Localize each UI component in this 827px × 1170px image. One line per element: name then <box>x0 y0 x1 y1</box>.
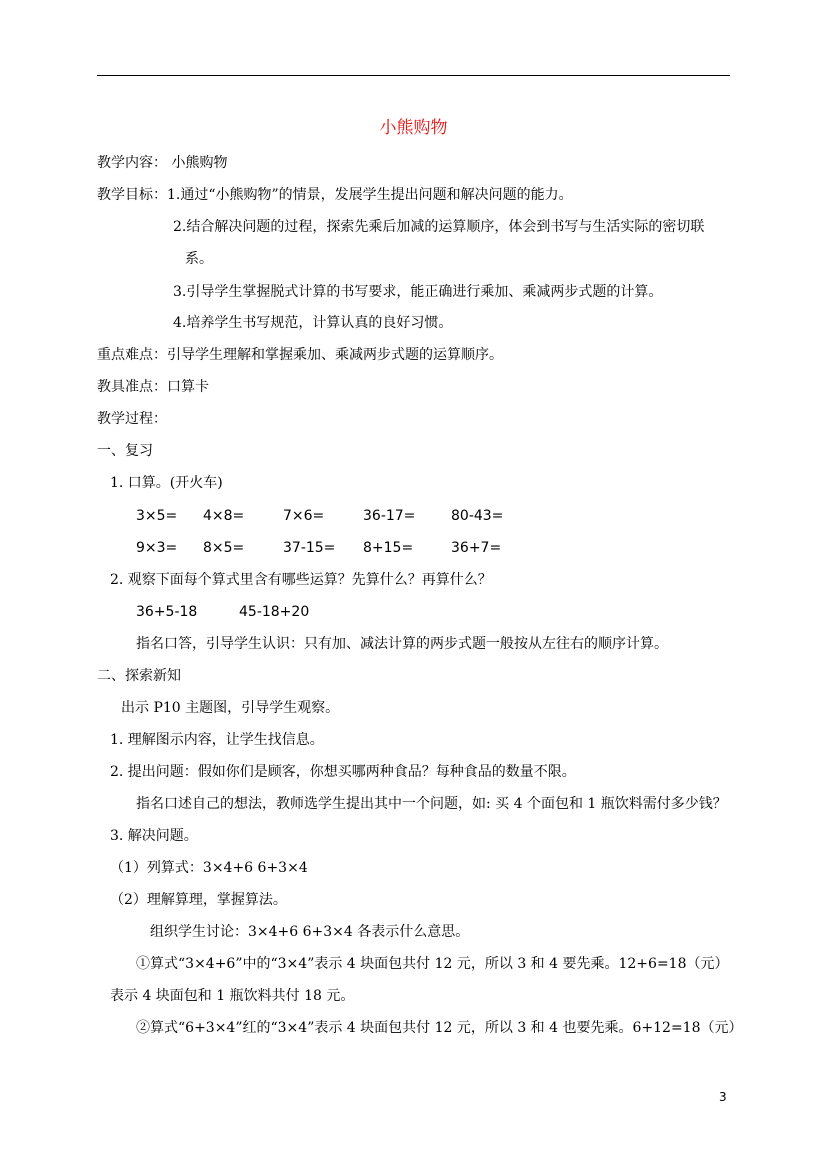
page-number: 3 <box>719 1090 727 1104</box>
oral-calc: 8×5= <box>203 540 245 556</box>
observe-expression: 36+5-18 <box>136 604 198 620</box>
oral-calc: 9×3= <box>136 540 178 556</box>
page-title: 小熊购物 <box>379 118 448 138</box>
teaching-goal-2: 2.结合解决问题的过程，探索先乘后加减的运算顺序，体会到书写与生活实际的密切联 <box>173 219 705 235</box>
section-explore-heading: 二、探索新知 <box>97 668 181 684</box>
review-note: 指名口答，引导学生认识：只有加、减法计算的两步式题一般按从左往右的顺序计算。 <box>136 636 668 652</box>
oral-calc: 36+7= <box>451 540 502 556</box>
explore-item-2: 2. 提出问题：假如你们是顾客，你想买哪两种食品？每种食品的数量不限。 <box>110 764 576 780</box>
section-review-heading: 一、复习 <box>97 443 153 459</box>
review-item-2: 2. 观察下面每个算式里含有哪些运算？先算什么？再算什么？ <box>110 572 492 588</box>
teaching-goal-3: 3.引导学生掌握脱式计算的书写要求，能正确进行乘加、乘减两步式题的计算。 <box>173 284 663 300</box>
oral-calc: 4×8= <box>203 508 245 524</box>
key-difficulty: 重点难点：引导学生理解和掌握乘加、乘减两步式题的运算顺序。 <box>97 347 503 363</box>
observe-expression: 45-18+20 <box>239 604 310 620</box>
teaching-process-heading: 教学过程： <box>97 411 167 427</box>
explore-item-3: 3. 解决问题。 <box>110 828 198 844</box>
explore-item-2-note: 指名口述自己的想法，教师选学生提出其中一个问题，如: 买 4 个面包和 1 瓶饮料需付多少钱？ <box>136 796 727 812</box>
explore-item-1: 1. 理解图示内容，让学生找信息。 <box>110 732 324 748</box>
teaching-goal-1: 教学目标：1.通过“小熊购物”的情景，发展学生提出问题和解决问题的能力。 <box>97 187 573 203</box>
teaching-goal-4: 4.培养学生书写规范，计算认真的良好习惯。 <box>173 315 453 331</box>
group-discussion: 组织学生讨论：3×4+6 6+3×4 各表示什么意思。 <box>150 924 470 940</box>
teaching-aids: 教具准点：口算卡 <box>97 379 209 395</box>
oral-calc: 37-15= <box>283 540 336 556</box>
explanation-2: ②算式“6+3×4”红的“3×4”表示 4 块面包共付 12 元，所以 3 和 4 也要先乘。6+12=18（元） <box>136 1020 743 1036</box>
solve-step-1: （1）列算式：3×4+6 6+3×4 <box>110 860 308 876</box>
oral-calc: 36-17= <box>363 508 416 524</box>
header-rule <box>97 75 730 76</box>
oral-calc: 80-43= <box>451 508 504 524</box>
explore-intro: 出示 P10 主题图，引导学生观察。 <box>121 700 340 716</box>
solve-step-2: （2）理解算理，掌握算法。 <box>110 892 287 908</box>
review-item-1: 1. 口算。(开火车) <box>110 475 223 491</box>
oral-calc: 3×5= <box>136 508 178 524</box>
oral-calc: 8+15= <box>363 540 414 556</box>
oral-calc: 7×6= <box>283 508 325 524</box>
explanation-1-cont: 表示 4 块面包和 1 瓶饮料共付 18 元。 <box>110 988 355 1004</box>
explanation-1: ①算式“3×4+6”中的“3×4”表示 4 块面包共付 12 元，所以 3 和 4 要先乘。12+6=18（元） <box>136 956 729 972</box>
teaching-content: 教学内容： 小熊购物 <box>97 155 228 171</box>
teaching-goal-2-cont: 系。 <box>185 251 213 267</box>
